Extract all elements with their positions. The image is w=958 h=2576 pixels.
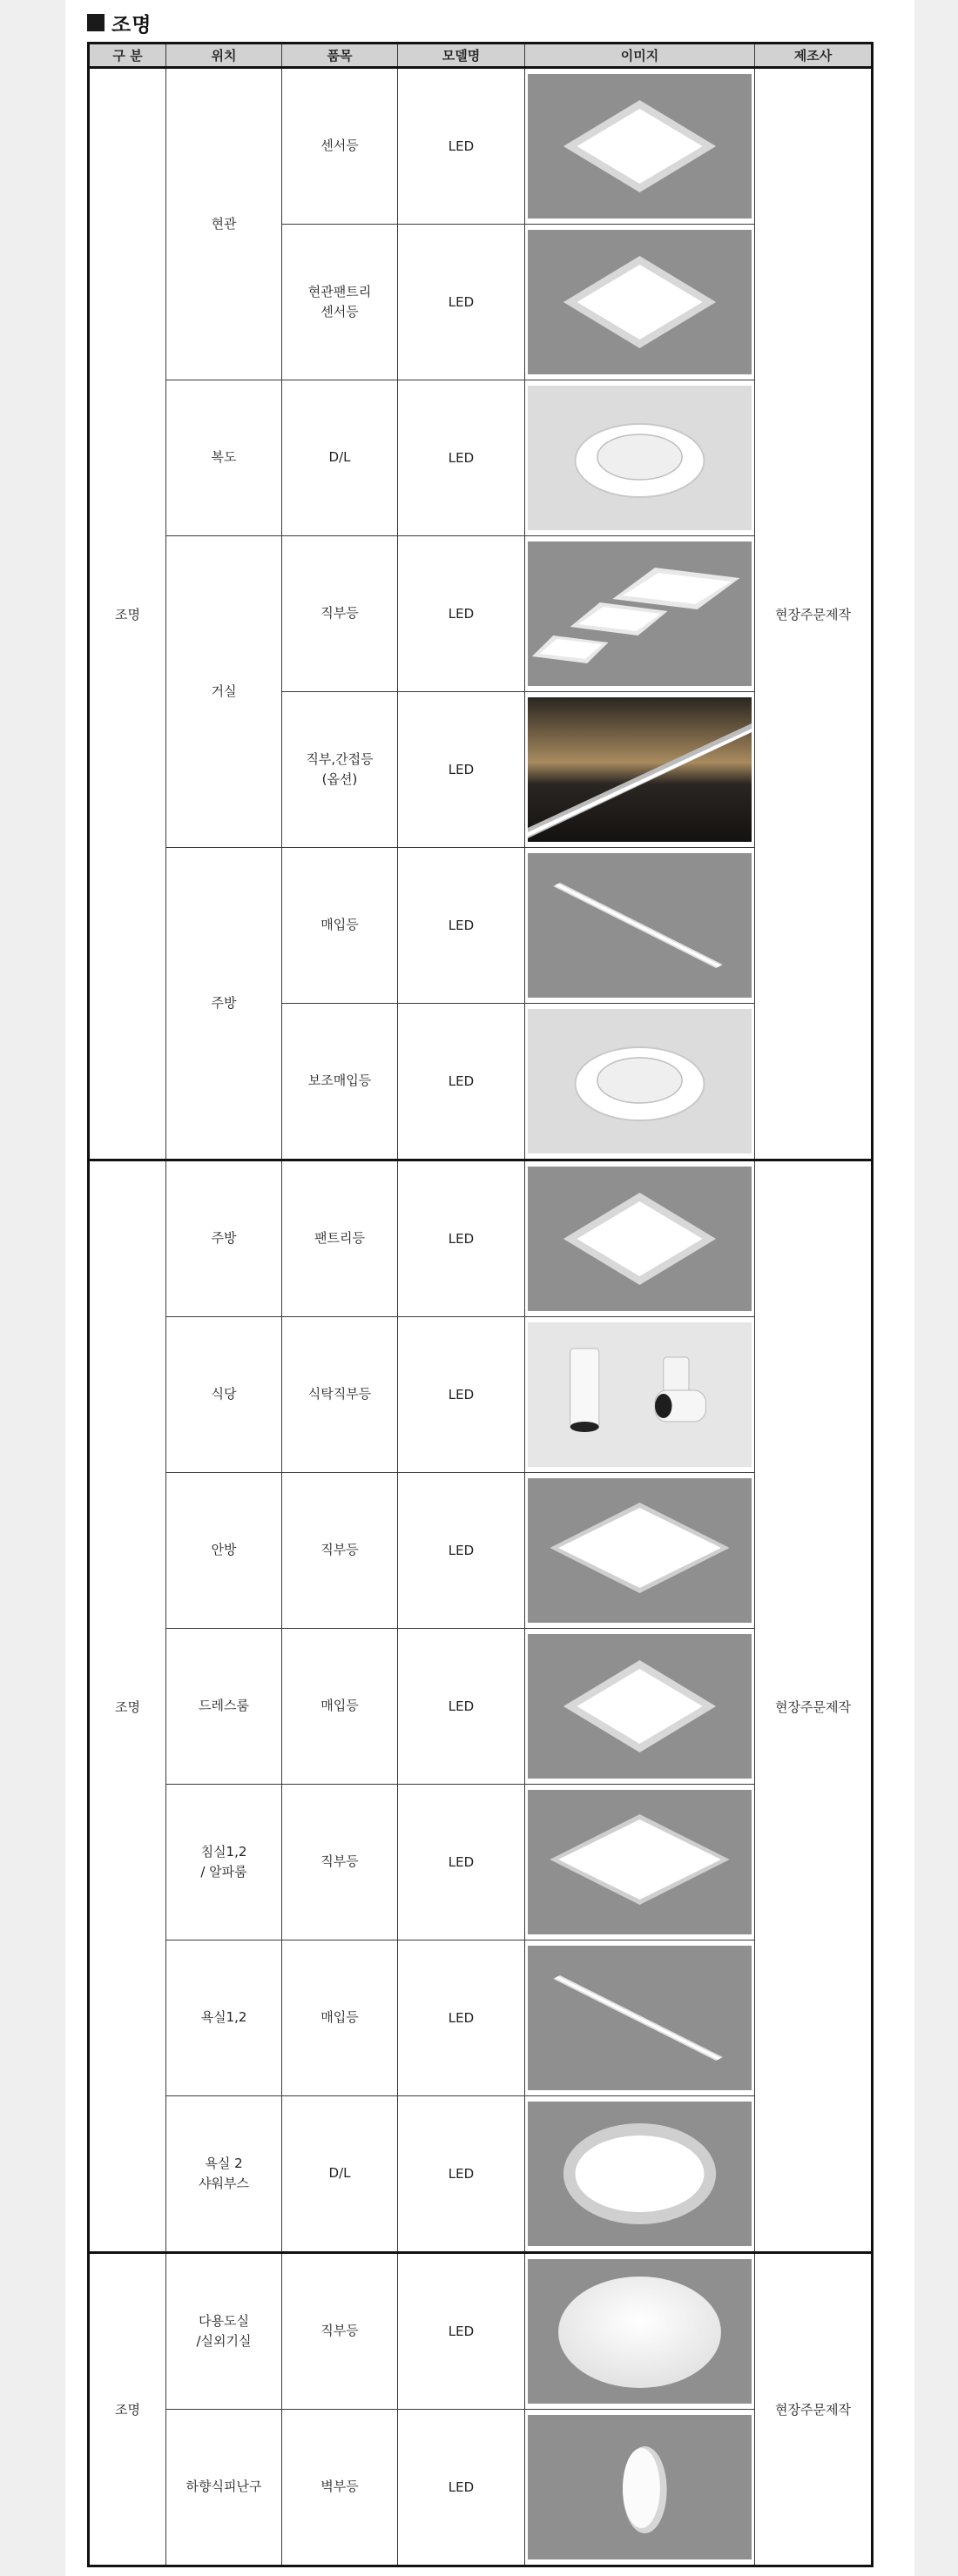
item-cell: 직부등	[282, 2253, 398, 2410]
triple-panel-light-image	[528, 541, 752, 686]
square-bullet-icon	[87, 14, 105, 31]
manufacturer-cell: 현장주문제작	[755, 2253, 873, 2566]
location-cell: 욕실 2 샤워부스	[166, 2096, 282, 2253]
category-cell: 조명	[89, 68, 166, 1160]
linear-recessed-light-image	[528, 1946, 752, 2090]
item-cell: 매입등	[282, 1629, 398, 1785]
square-panel-light-image	[528, 1167, 752, 1311]
item-cell: 직부등	[282, 1785, 398, 1940]
item-cell: 센서등	[282, 68, 398, 225]
item-cell: 보조매입등	[282, 1004, 398, 1160]
location-cell: 식당	[166, 1317, 282, 1473]
item-cell: 직부,간접등 (옵션)	[282, 692, 398, 848]
ring-downlight-image	[528, 2102, 752, 2246]
table-row	[89, 1160, 873, 1317]
wall-linear-light-image	[528, 697, 752, 842]
square-panel-light-image	[528, 230, 752, 374]
model-cell: LED	[398, 1004, 525, 1160]
item-cell: 매입등	[282, 1940, 398, 2096]
location-cell: 복도	[166, 380, 282, 536]
square-surface-light-image	[528, 1478, 752, 1623]
item-cell: 팬트리등	[282, 1160, 398, 1317]
document-page	[65, 0, 914, 2576]
item-cell: 직부등	[282, 1473, 398, 1629]
col-header-item: 품목	[282, 44, 398, 68]
manufacturer-cell: 현장주문제작	[755, 68, 873, 1160]
model-cell: LED	[398, 1160, 525, 1317]
location-cell: 거실	[166, 536, 282, 848]
round-downlight-image	[528, 1009, 752, 1153]
model-cell: LED	[398, 692, 525, 848]
col-header-category: 구 분	[89, 44, 166, 68]
location-cell: 주방	[166, 1160, 282, 1317]
model-cell: LED	[398, 225, 525, 380]
table-header-row	[89, 44, 873, 68]
item-cell: D/L	[282, 2096, 398, 2253]
section-heading	[87, 9, 152, 37]
col-header-image: 이미지	[525, 44, 755, 68]
location-cell: 주방	[166, 848, 282, 1160]
wall-disc-light-image	[528, 2415, 752, 2559]
square-panel-light-image	[528, 1634, 752, 1779]
col-header-model: 모델명	[398, 44, 525, 68]
location-cell: 침실1,2 / 알파룸	[166, 1785, 282, 1940]
table-row	[89, 2253, 873, 2410]
location-cell: 현관	[166, 68, 282, 380]
item-cell: 현관팬트리 센서등	[282, 225, 398, 380]
location-cell: 욕실1,2	[166, 1940, 282, 2096]
cylinder-spotlight-image	[528, 1322, 752, 1467]
dome-ceiling-light-image	[528, 2259, 752, 2404]
square-surface-light-image	[528, 1790, 752, 1934]
model-cell: LED	[398, 380, 525, 536]
model-cell: LED	[398, 1473, 525, 1629]
linear-recessed-light-image	[528, 853, 752, 998]
section-title: 조명	[111, 13, 152, 37]
model-cell: LED	[398, 2253, 525, 2410]
item-cell: D/L	[282, 380, 398, 536]
model-cell: LED	[398, 536, 525, 692]
location-cell: 다용도실 /실외기실	[166, 2253, 282, 2410]
model-cell: LED	[398, 1317, 525, 1473]
model-cell: LED	[398, 1785, 525, 1940]
model-cell: LED	[398, 68, 525, 225]
model-cell: LED	[398, 1940, 525, 2096]
manufacturer-cell: 현장주문제작	[755, 1160, 873, 2253]
item-cell: 직부등	[282, 536, 398, 692]
location-cell: 안방	[166, 1473, 282, 1629]
item-cell: 매입등	[282, 848, 398, 1004]
round-downlight-image	[528, 386, 752, 530]
location-cell: 드레스룸	[166, 1629, 282, 1785]
col-header-manufacturer: 제조사	[755, 44, 873, 68]
location-cell: 하향식피난구	[166, 2410, 282, 2566]
table-row	[89, 68, 873, 225]
item-cell: 벽부등	[282, 2410, 398, 2566]
lighting-spec-table	[87, 42, 874, 2567]
model-cell: LED	[398, 2410, 525, 2566]
square-panel-light-image	[528, 74, 752, 219]
model-cell: LED	[398, 848, 525, 1004]
model-cell: LED	[398, 2096, 525, 2253]
model-cell: LED	[398, 1629, 525, 1785]
col-header-location: 위치	[166, 44, 282, 68]
item-cell: 식탁직부등	[282, 1317, 398, 1473]
category-cell: 조명	[89, 2253, 166, 2566]
category-cell: 조명	[89, 1160, 166, 2253]
